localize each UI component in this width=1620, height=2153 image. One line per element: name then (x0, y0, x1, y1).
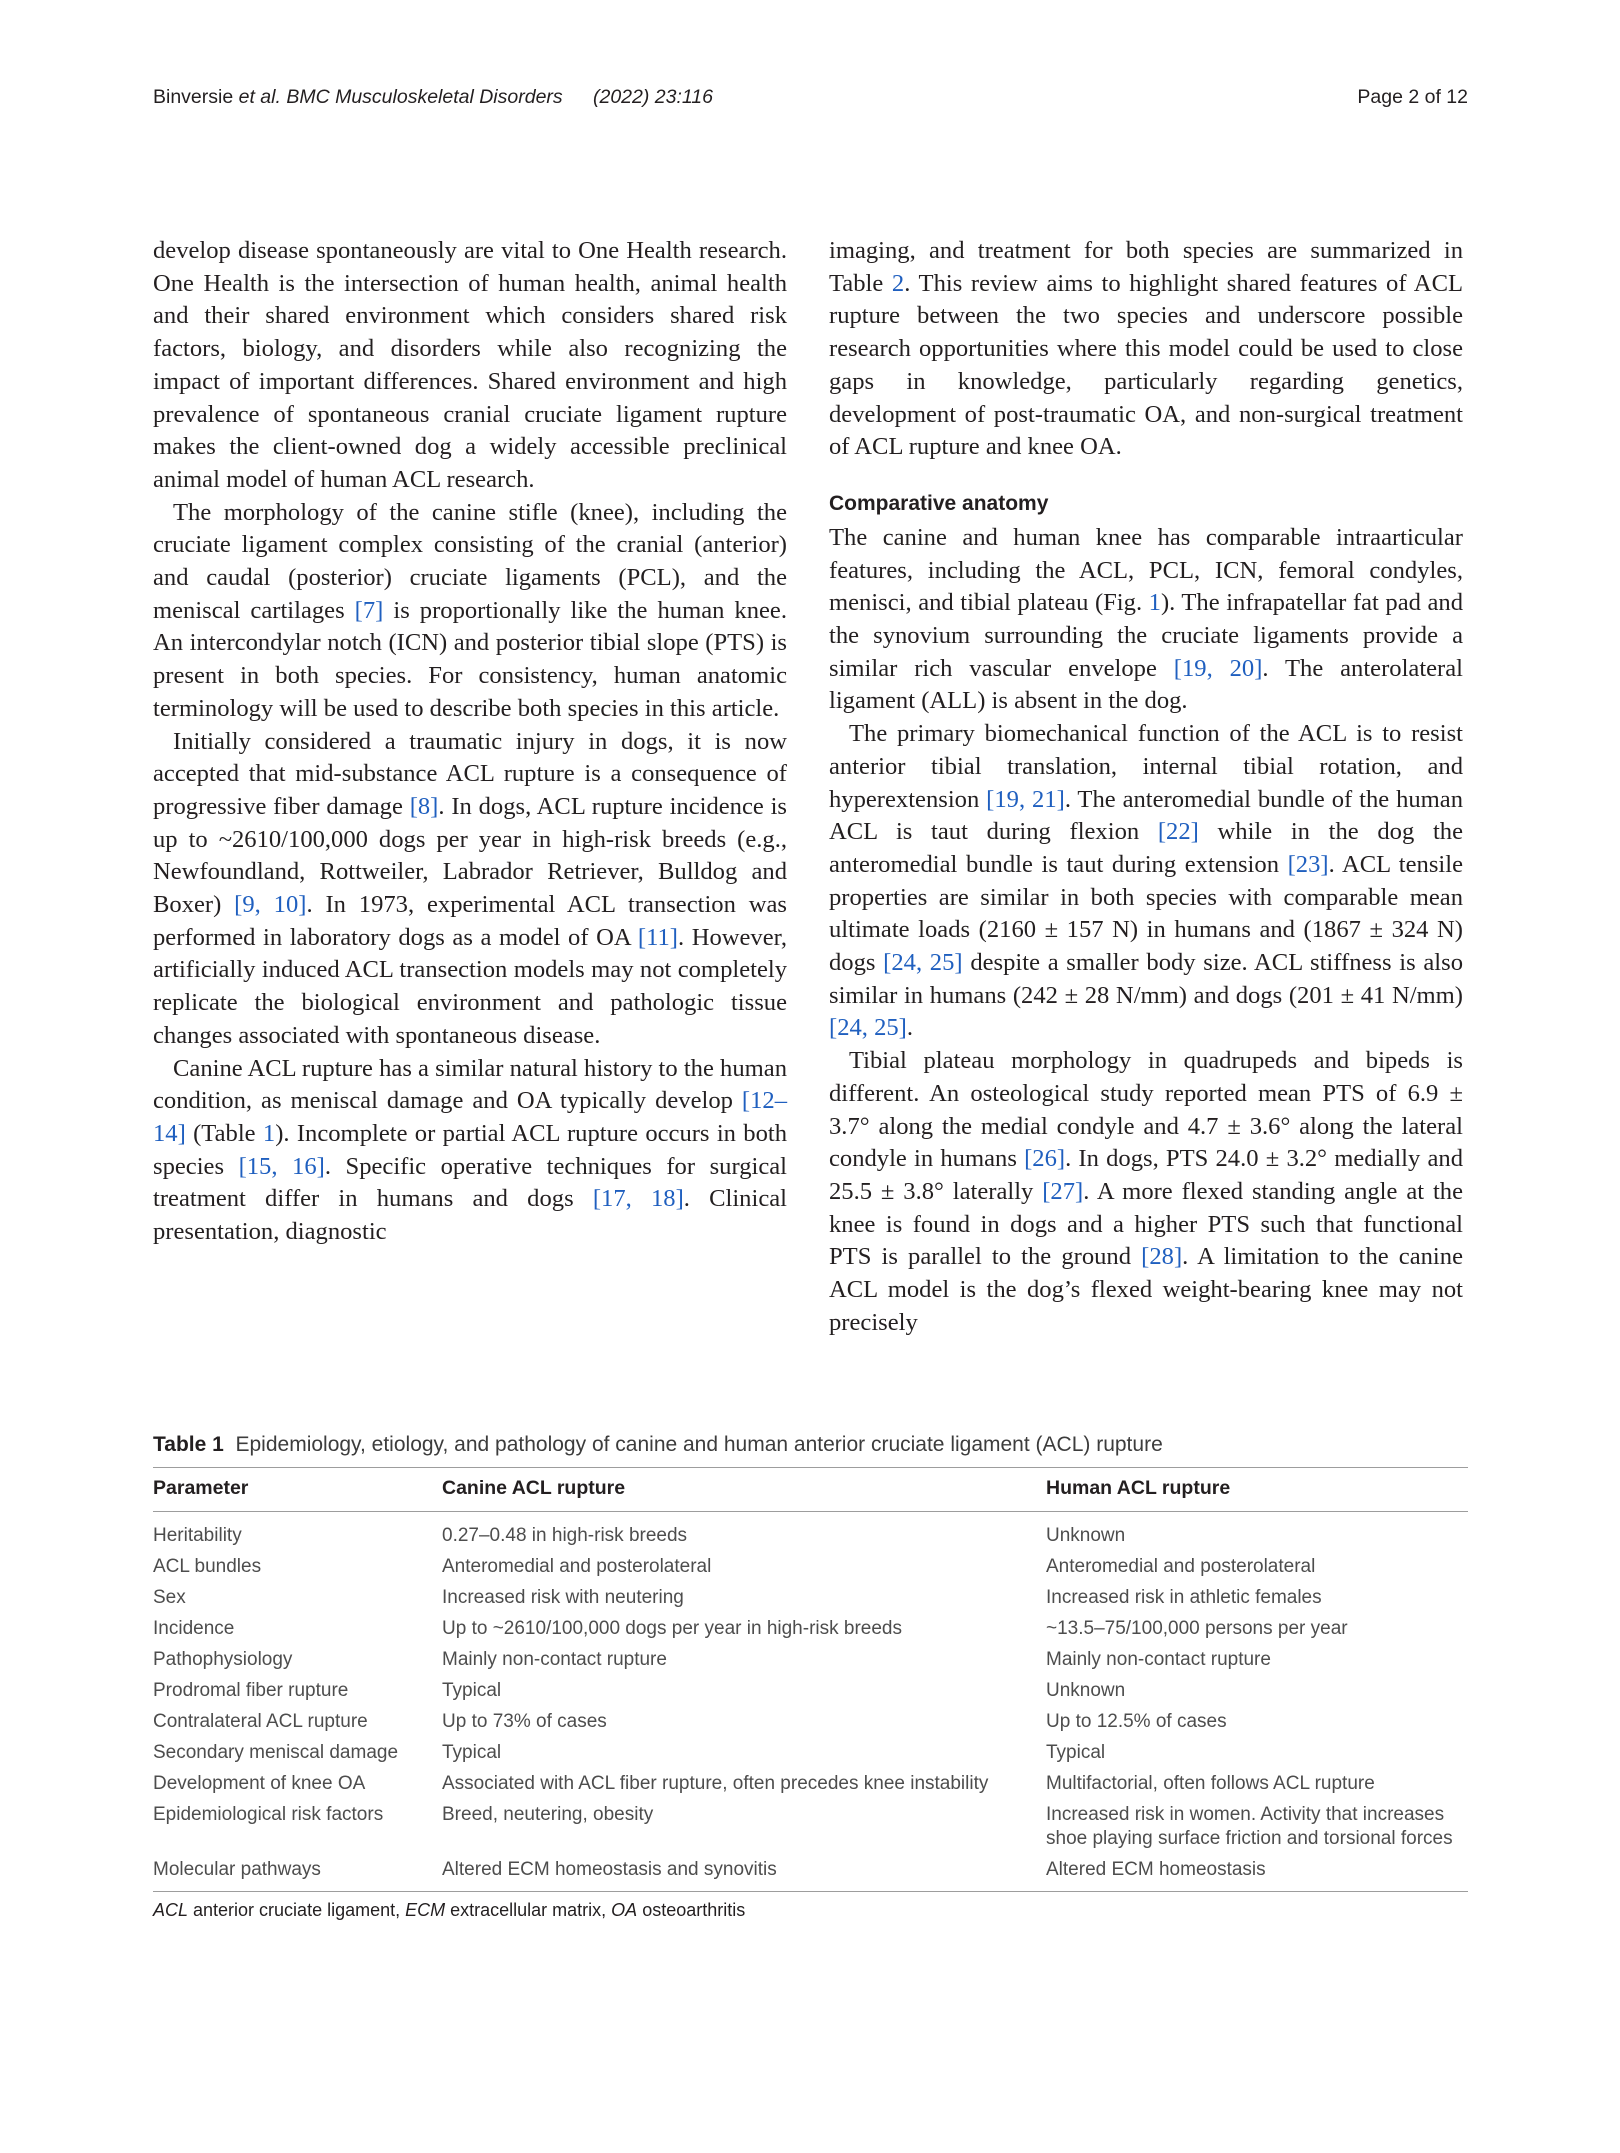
citation-link[interactable]: [15, 16] (238, 1152, 325, 1180)
table-cell: ~13.5–75/100,000 persons per year (1046, 1618, 1348, 1639)
table-row (153, 1800, 1468, 1855)
section-heading: Comparative anatomy (829, 491, 1049, 515)
column-header: Human ACL rupture (1046, 1468, 1468, 1512)
table-cell: Incidence (153, 1618, 235, 1639)
table-row (153, 1707, 1468, 1738)
citation-link[interactable]: [27] (1042, 1177, 1084, 1205)
citation-link[interactable]: [11] (637, 923, 678, 951)
header-journal: BMC Musculoskeletal Disorders (286, 86, 563, 108)
table-row (153, 1552, 1468, 1583)
table-cell: Secondary meniscal damage (153, 1742, 399, 1763)
table-cell: Mainly non-contact rupture (1046, 1649, 1271, 1670)
table-cell: Increased risk in athletic females (1046, 1587, 1322, 1608)
header-citation (153, 86, 563, 109)
table-cell: Up to 12.5% of cases (1046, 1711, 1227, 1732)
table-row (153, 1676, 1468, 1707)
table-cell: 0.27–0.48 in high-risk breeds (442, 1525, 688, 1546)
paragraph: The primary biomechanical function of the ACL is to resist anterior tibial translation, internal tibial rotation, and hyperextension [19, 21]. The anteromedial bundle of the human ACL is taut during flexion [22] while in the dog the anteromedial bundle is taut during extension [23]. ACL tensile properties are similar in both species with comparable mean ultimate loads (2160 ± 157 N) in humans and (1867 ± 324 N) dogs [24, 25] despite a smaller body size. ACL stiffness is also similar in humans (242 ± 28 N/mm) and dogs (201 ± 41 N/mm) [24, 25]. (829, 720, 1464, 1042)
table-row (153, 1738, 1468, 1769)
paragraph: Initially considered a traumatic injury in dogs, it is now accepted that mid-substance ACL rupture is a consequence of progressive fiber damage [8]. In dogs, ACL rupture incidence is up to ~2610/100,000 dogs per year in high-risk breeds (e.g., Newfoundland, Rottweiler, Labrador Retriever, Bulldog and Boxer) [9, 10]. In 1973, experimental ACL transection was performed in laboratory dogs as a model of OA [11]. However, artificially induced ACL transection models may not completely replicate the biological environment and pathologic tissue changes associated with spontaneous disease. (153, 727, 787, 1049)
citation-link[interactable]: [23] (1287, 850, 1329, 878)
table-cell: Epidemiological risk factors (153, 1804, 384, 1825)
table-cell: Increased risk in women. Activity that increases shoe playing surface friction and torsional forces (1046, 1804, 1453, 1849)
table-cell: Anteromedial and posterolateral (1046, 1556, 1316, 1577)
column-header: Canine ACL rupture (442, 1468, 1046, 1512)
table-header-row (153, 1468, 1468, 1512)
header-year-volume: (2022) 23:116 (593, 86, 713, 108)
table-cell: Breed, neutering, obesity (442, 1804, 654, 1825)
header-author: Binversie (153, 86, 234, 108)
paragraph: imaging, and treatment for both species are summarized in Table 2. This review aims to highlight shared features of ACL rupture between the two species and underscore possible research opportunities where this model could be used to close gaps in knowledge, particularly regarding genetics, development of post-traumatic OA, and non-surgical treatment of ACL rupture and knee OA. (829, 237, 1463, 461)
table-label: Table 1 (153, 1433, 224, 1456)
table-cell: Typical (442, 1680, 502, 1701)
citation-link[interactable]: [19, 20] (1173, 654, 1263, 682)
table-cell: Development of knee OA (153, 1773, 366, 1794)
table-cell: Associated with ACL fiber rupture, often precedes knee instability (442, 1773, 989, 1794)
table-cell: Increased risk with neutering (442, 1587, 684, 1608)
citation-link[interactable]: [24, 25] (883, 949, 963, 977)
data-table (153, 1467, 1468, 1892)
table-row (153, 1769, 1468, 1800)
column-header: Parameter (153, 1468, 442, 1512)
citation-link[interactable]: [26] (1024, 1145, 1066, 1173)
paragraph: The canine and human knee has comparable intraarticular features, including the ACL, PCL, ICN, femoral condyles, menisci, and tibial plateau (Fig. 1). The infrapatellar fat pad and the synovium surrounding the cruciate ligaments provide a similar rich vascular envelope [19, 20]. The anterolateral ligament (ALL) is absent in the dog. (829, 523, 1464, 715)
citation-link[interactable]: [24, 25] (829, 1014, 907, 1042)
citation-link[interactable]: [17, 18] (592, 1185, 684, 1213)
table-cell: Mainly non-contact rupture (442, 1649, 667, 1670)
table-caption-text: Epidemiology, etiology, and pathology of canine and human anterior cruciate ligament (ACL) rupture (235, 1433, 1163, 1456)
table-cell: Molecular pathways (153, 1855, 442, 1892)
table-cell: Sex (153, 1587, 186, 1608)
citation-link[interactable]: [22] (1157, 818, 1199, 846)
table-caption (153, 1433, 1468, 1457)
table-footnote: ACL anterior cruciate ligament, ECM extracellular matrix, OA osteoarthritis (153, 1900, 746, 1920)
table-row (153, 1614, 1468, 1645)
table-cell: Typical (1046, 1742, 1106, 1763)
table-row (153, 1855, 1468, 1892)
table-cell: Up to ~2610/100,000 dogs per year in high-risk breeds (442, 1618, 902, 1639)
table-1 (153, 1433, 1468, 1921)
table-row (153, 1512, 1468, 1553)
table-cell: Pathophysiology (153, 1649, 293, 1670)
table-cell: Altered ECM homeostasis and synovitis (442, 1855, 1046, 1892)
table-cell: Up to 73% of cases (442, 1711, 607, 1732)
table-cell: Heritability (153, 1525, 242, 1546)
table-link[interactable]: 2 (891, 269, 905, 297)
table-row (153, 1583, 1468, 1614)
table-cell: Contralateral ACL rupture (153, 1711, 368, 1732)
citation-link[interactable]: [28] (1141, 1243, 1183, 1271)
citation-link[interactable]: [12–14] (153, 1087, 787, 1147)
table-cell: Unknown (1046, 1680, 1126, 1701)
left-column (153, 235, 787, 1249)
table-cell: ACL bundles (153, 1556, 262, 1577)
table-cell: Unknown (1046, 1525, 1126, 1546)
table-cell: Prodromal fiber rupture (153, 1680, 349, 1701)
paragraph: Tibial plateau morphology in quadrupeds and bipeds is different. An osteological study reported mean PTS of 6.9 ± 3.7° along the medial condyle and 4.7 ± 3.6° along the lateral condyle in humans [26]. In dogs, PTS 24.0 ± 3.2° medially and 25.5 ± 3.8° laterally [27]. A more flexed standing angle at the knee is found in dogs and a higher PTS such that functional PTS is parallel to the ground [28]. A limitation to the canine ACL model is the dog’s flexed weight-bearing knee may not precisely (829, 1047, 1463, 1336)
citation-link[interactable]: [8] (409, 792, 439, 820)
paragraph: The morphology of the canine stifle (knee), including the cruciate ligament complex consisting of the cranial (anterior) and caudal (posterior) cruciate ligaments (PCL), and the meniscal cartilages [7] is proportionally like the human knee. An intercondylar notch (ICN) and posterior tibial slope (PTS) is present in both species. For consistency, human anatomic terminology will be used to describe both species in this article. (153, 498, 787, 722)
table-row (153, 1645, 1468, 1676)
table-cell: Altered ECM homeostasis (1046, 1855, 1468, 1892)
table-cell: Anteromedial and posterolateral (442, 1556, 712, 1577)
paragraph: develop disease spontaneously are vital to One Health research. One Health is the intersection of human health, animal health and their shared environment which considers shared risk factors, biology, and disorders while also recognizing the impact of important differences. Shared environment and high prevalence of spontaneous cranial cruciate ligament rupture makes the client-owned dog a widely accessible preclinical animal model of human ACL research. (153, 237, 787, 493)
table-cell: Multifactorial, often follows ACL rupture (1046, 1773, 1375, 1794)
running-header (153, 86, 1468, 116)
citation-link[interactable]: [9, 10] (234, 891, 307, 919)
table-cell: Typical (442, 1742, 502, 1763)
header-etal: et al. (233, 86, 287, 108)
figure-link[interactable]: 1 (1148, 589, 1161, 617)
citation-link[interactable]: [7] (354, 596, 384, 624)
table-link[interactable]: 1 (262, 1119, 276, 1147)
citation-link[interactable]: [19, 21] (986, 785, 1065, 813)
right-column (829, 235, 1463, 1340)
header-page-number: Page 2 of 12 (1357, 86, 1468, 108)
paragraph: Canine ACL rupture has a similar natural history to the human condition, as meniscal damage and OA typically develop [12–14] (Table 1). Incomplete or partial ACL rupture occurs in both species [15, 16]. Specific operative techniques for surgical treatment differ in humans and dogs [17, 18]. Clinical presentation, diagnostic (153, 1054, 787, 1246)
